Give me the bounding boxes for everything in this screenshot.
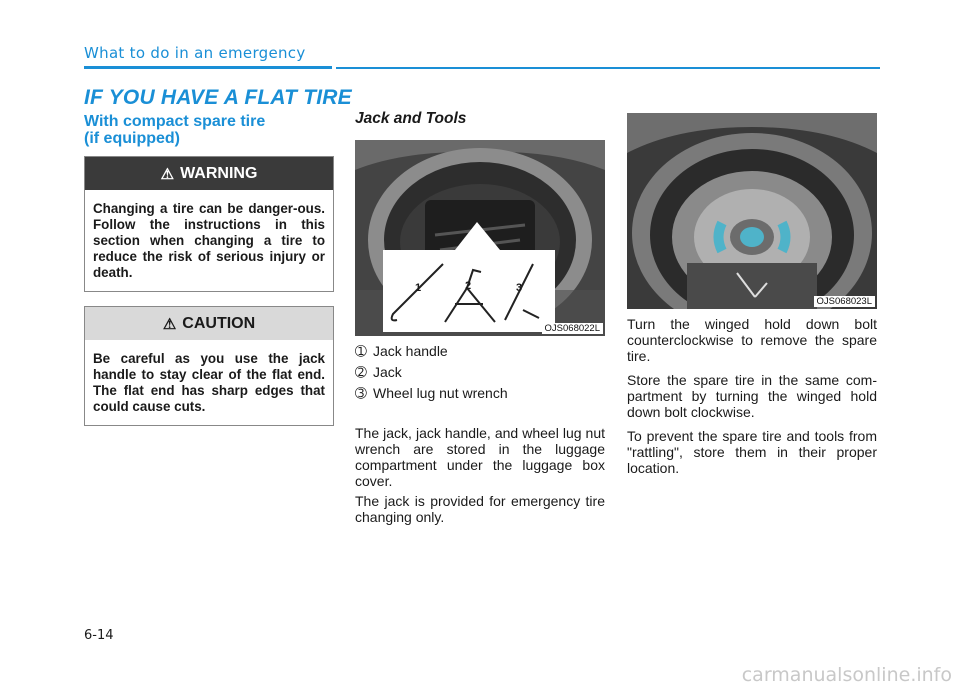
caution-text: Be careful as you use the jack handle to stay clear of the flat end. The flat end has sharp edges that could cause cuts. [93, 351, 325, 414]
warning-title: WARNING [180, 164, 258, 182]
page-number: 6-14 [84, 628, 114, 643]
caution-box [84, 306, 334, 426]
list-item: ➀ Jack handle [355, 343, 448, 359]
jack-figure-code: OJS068022L [542, 323, 603, 334]
spare-paragraph-1: Turn the winged hold down bolt counterclockwise to remove the spare tire. [627, 316, 877, 364]
header-rule-accent [84, 66, 332, 69]
spare-figure-code: OJS068023L [814, 296, 875, 307]
page-title: IF YOU HAVE A FLAT TIRE [84, 86, 352, 109]
tool-list [355, 341, 508, 404]
caution-title: CAUTION [182, 314, 256, 332]
spare-paragraph-2: Store the spare tire in the same com-partment by turning the winged hold down bolt clockwise. [627, 372, 877, 420]
warning-box [84, 156, 334, 292]
caution-triangle-icon: ⚠ [162, 315, 177, 333]
subheading [84, 113, 265, 147]
section-label: What to do in an emergency [84, 44, 306, 62]
list-item: ➁ Jack [355, 364, 402, 380]
list-item: ➂ Wheel lug nut wrench [355, 385, 508, 401]
subheading-line-2: (if equipped) [84, 130, 180, 147]
tools-callout [383, 250, 555, 332]
spare-tire-illustration [627, 113, 877, 309]
jack-tools-figure [355, 140, 605, 336]
jack-tools-heading: Jack and Tools [355, 110, 467, 127]
spare-paragraph-3: To prevent the spare tire and tools from "rattling", store them in their proper location. [627, 428, 877, 476]
callout-3: 3 [516, 282, 523, 294]
spare-tire-figure [627, 113, 877, 309]
callout-1: 1 [415, 282, 422, 294]
warning-triangle-icon: ⚠ [160, 165, 175, 183]
header-rule [336, 67, 880, 69]
caution-header [85, 307, 333, 340]
subheading-line-1: With compact spare tire [84, 113, 266, 130]
jack-paragraph-2: The jack is provided for emergency tire changing only. [355, 493, 605, 525]
warning-header [85, 157, 333, 190]
callout-2: 2 [465, 280, 472, 292]
jack-paragraph-1: The jack, jack handle, and wheel lug nut wrench are stored in the luggage compartment under the luggage box cover. [355, 425, 605, 489]
watermark[interactable]: carmanualsonline.info [741, 664, 952, 686]
warning-text: Changing a tire can be danger-ous. Follow the instructions in this section when changing a tire to reduce the risk of serious injury or death. [93, 201, 325, 280]
